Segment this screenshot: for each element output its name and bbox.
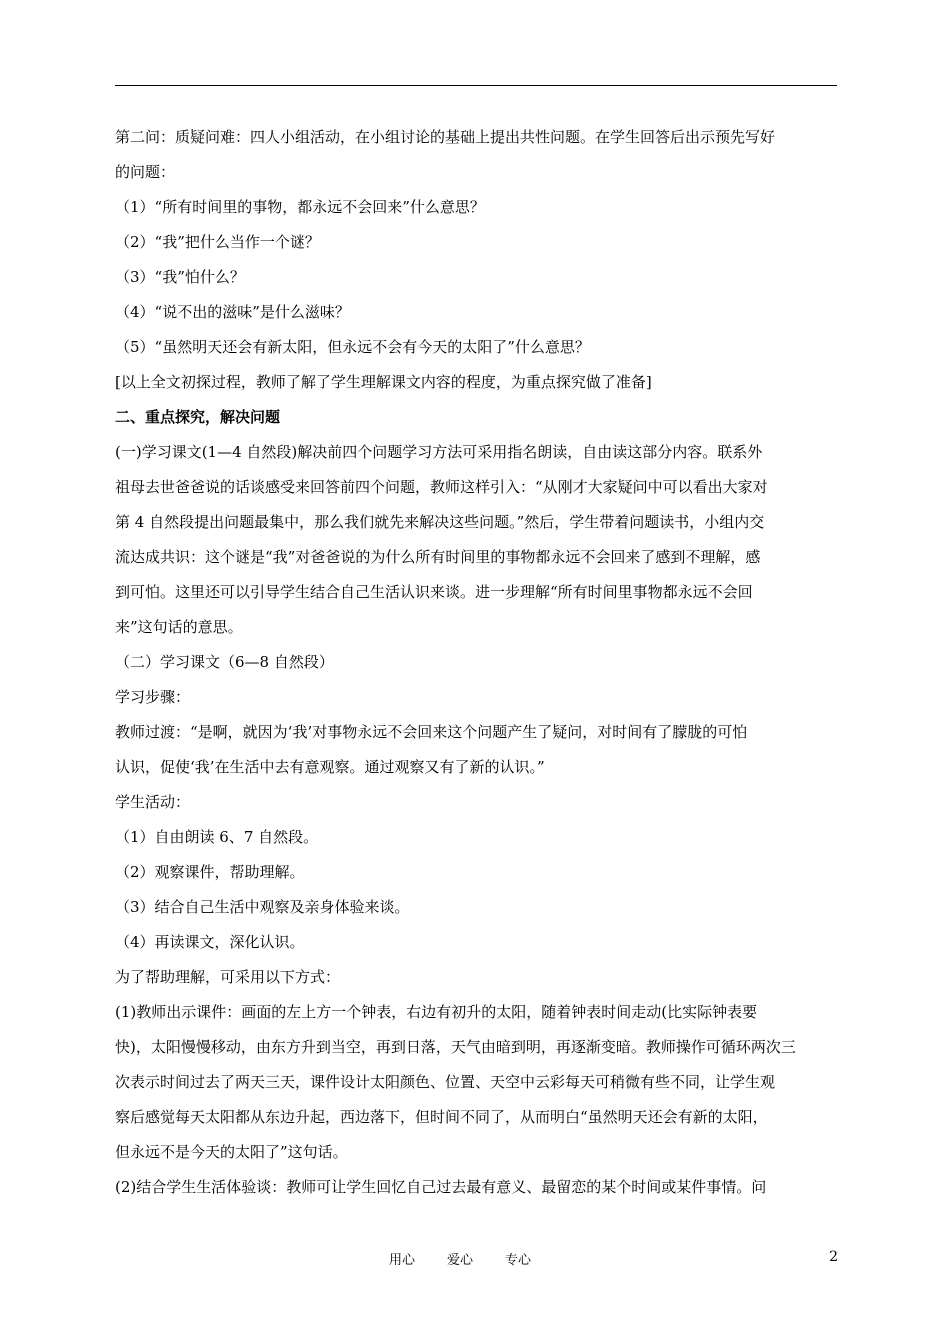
body-line: (1)教师出示课件：画面的左上方一个钟表，右边有初升的太阳，随着钟表时间走动(比实际钟表要 xyxy=(115,1003,758,1021)
body-line: （1）自由朗读 6、7 自然段。 xyxy=(115,828,319,846)
body-line: （二）学习课文（6—8 自然段） xyxy=(115,653,334,671)
footer-word: 爱心 xyxy=(447,1253,474,1268)
body-line: 教师过渡：“是啊，就因为‘我’对事物永远不会回来这个问题产生了疑问，对时间有了朦胧的可怕 xyxy=(115,723,748,741)
body-line: [以上全文初探过程，教师了解了学生理解课文内容的程度，为重点探究做了准备] xyxy=(115,373,652,391)
body-line: 祖母去世爸爸说的话谈感受来回答前四个问题，教师这样引入：“从刚才大家疑问中可以看出大家对 xyxy=(115,478,768,496)
body-line: （1）“所有时间里的事物，都永远不会回来”什么意思？ xyxy=(115,198,485,216)
body-line: （3）“我”怕什么？ xyxy=(115,268,245,286)
body-line: 但永远不是今天的太阳了”这句话。 xyxy=(115,1143,348,1161)
body-line: (一)学习课文(1—4 自然段)解决前四个问题学习方法可采用指名朗读，自由读这部分内容。联系外 xyxy=(115,443,763,461)
body-line: 学习步骤： xyxy=(115,688,191,706)
footer-word: 专心 xyxy=(505,1253,532,1268)
page-number: 2 xyxy=(829,1249,838,1265)
body-line: 为了帮助理解，可采用以下方式： xyxy=(115,968,341,986)
body-line: 来”这句话的意思。 xyxy=(115,618,243,636)
document-body xyxy=(115,120,837,1205)
body-line: （4）“说不出的滋味”是什么滋味？ xyxy=(115,303,350,321)
footer-word: 用心 xyxy=(389,1253,416,1268)
body-line: 到可怕。这里还可以引导学生结合自己生活认识来谈。进一步理解“所有时间里事物都永远不会回 xyxy=(115,583,753,601)
body-line: 快)，太阳慢慢移动，由东方升到当空，再到日落，天气由暗到明，再逐渐变暗。教师操作可循环两次三 xyxy=(115,1038,796,1056)
body-line: （4）再读课文，深化认识。 xyxy=(115,933,305,951)
header-rule xyxy=(115,85,837,86)
section-heading: 二、重点探究，解决问题 xyxy=(115,408,281,426)
body-line: (2)结合学生生活体验谈：教师可让学生回忆自己过去最有意义、最留恋的某个时间或某件事情。问 xyxy=(115,1178,767,1196)
footer-motto xyxy=(389,1249,531,1268)
body-line: 认识，促使‘我’在生活中去有意观察。通过观察又有了新的认识。” xyxy=(115,758,545,776)
body-line: 流达成共识：这个谜是“我”对爸爸说的为什么所有时间里的事物都永远不会回来了感到不理解，感 xyxy=(115,548,761,566)
body-line: （2）“我”把什么当作一个谜？ xyxy=(115,233,320,251)
body-line: 学生活动： xyxy=(115,793,191,811)
body-line: （2）观察课件，帮助理解。 xyxy=(115,863,305,881)
body-line: 第 4 自然段提出问题最集中，那么我们就先来解决这些问题。”然后，学生带着问题读书，小组内交 xyxy=(115,513,765,531)
body-line: 的问题： xyxy=(115,163,176,181)
body-line: （5）“虽然明天还会有新太阳，但永远不会有今天的太阳了”什么意思？ xyxy=(115,338,590,356)
body-line: 第二问：质疑问难：四人小组活动，在小组讨论的基础上提出共性问题。在学生回答后出示预先写好 xyxy=(115,128,776,146)
body-line: 察后感觉每天太阳都从东边升起，西边落下，但时间不同了，从而明白“虽然明天还会有新的太阳， xyxy=(115,1108,768,1126)
body-line: 次表示时间过去了两天三天，课件设计太阳颜色、位置、天空中云彩每天可稍微有些不同，让学生观 xyxy=(115,1073,776,1091)
body-line: （3）结合自己生活中观察及亲身体验来谈。 xyxy=(115,898,410,916)
